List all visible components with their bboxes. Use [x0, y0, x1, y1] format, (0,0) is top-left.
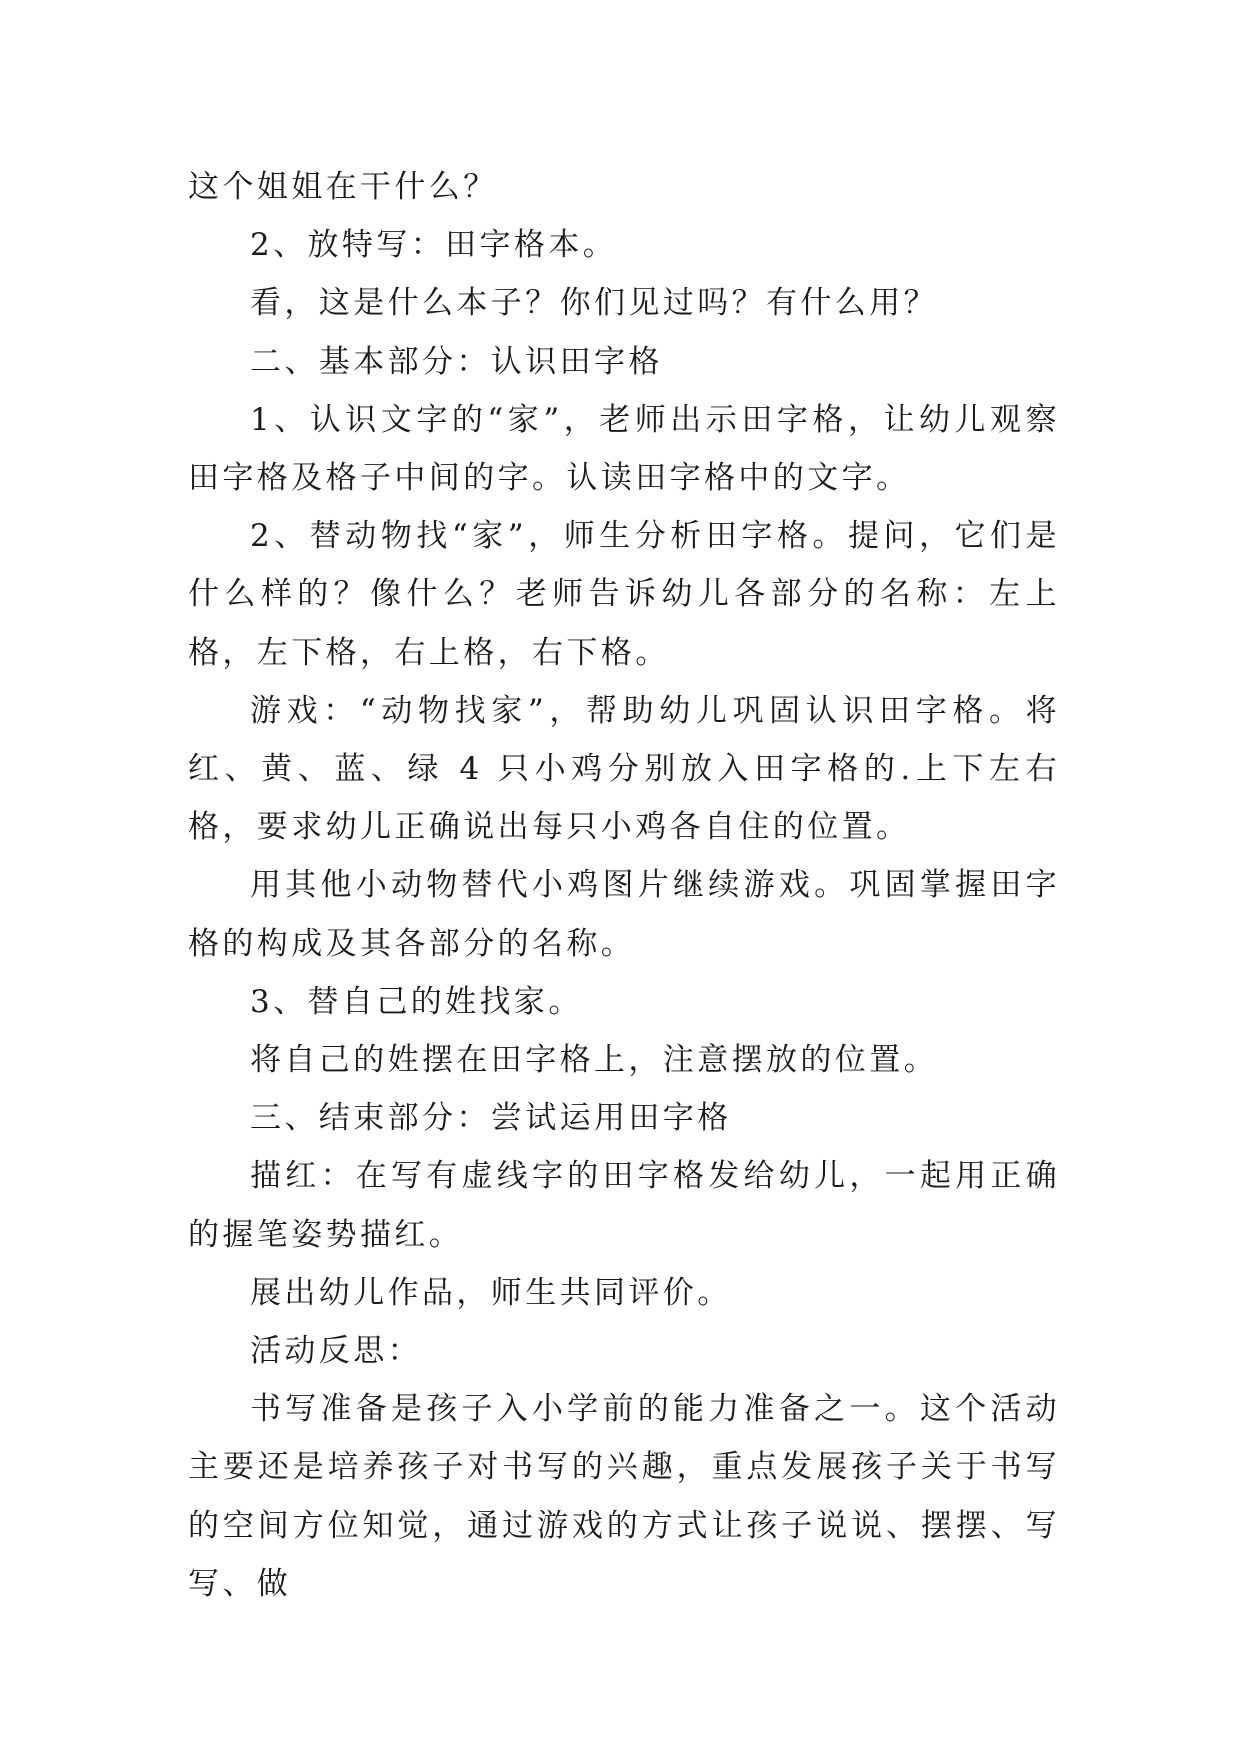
paragraph: 2、替动物找“家”，师生分析田字格。提问，它们是什么样的？像什么？老师告诉幼儿各部分的名称：左上格，左下格，右上格，右下格。	[188, 518, 1060, 671]
paragraph: 1、认识文字的“家”，老师出示田字格，让幼儿观察田字格及格子中间的字。认读田字格中的文字。	[188, 401, 1060, 497]
paragraph: 用其他小动物替代小鸡图片继续游戏。巩固掌握田字格的构成及其各部分的名称。	[188, 867, 1060, 962]
paragraph: 描红：在写有虚线字的田字格发给幼儿，一起用正确的握笔姿势描红。	[188, 1158, 1060, 1253]
document-body	[188, 158, 1060, 1613]
paragraph: 将自己的姓摆在田字格上，注意摆放的位置。	[250, 1042, 938, 1079]
paragraph: 书写准备是孩子入小学前的能力准备之一。这个活动主要还是培养孩子对书写的兴趣，重点发展孩子关于书写的空间方位知觉，通过游戏的方式让孩子说说、摆摆、写写、做	[188, 1391, 1060, 1602]
paragraph: 看，这是什么本子？你们见过吗？有什么用？	[250, 285, 938, 322]
section-heading: 二、基本部分：认识田字格	[250, 343, 663, 380]
paragraph: 3、替自己的姓找家。	[250, 983, 583, 1020]
section-heading: 活动反思：	[250, 1333, 422, 1370]
section-heading: 三、结束部分：尝试运用田字格	[250, 1100, 732, 1137]
paragraph: 游戏：“动物找家”，帮助幼儿巩固认识田字格。将红、黄、蓝、绿 4 只小鸡分别放入田字格的.上下左右格，要求幼儿正确说出每只小鸡各自住的位置。	[188, 692, 1060, 846]
paragraph: 这个姐姐在干什么？	[188, 169, 498, 205]
paragraph: 展出幼儿作品，师生共同评价。	[250, 1274, 732, 1311]
paragraph: 2、放特写：田字格本。	[250, 227, 618, 264]
